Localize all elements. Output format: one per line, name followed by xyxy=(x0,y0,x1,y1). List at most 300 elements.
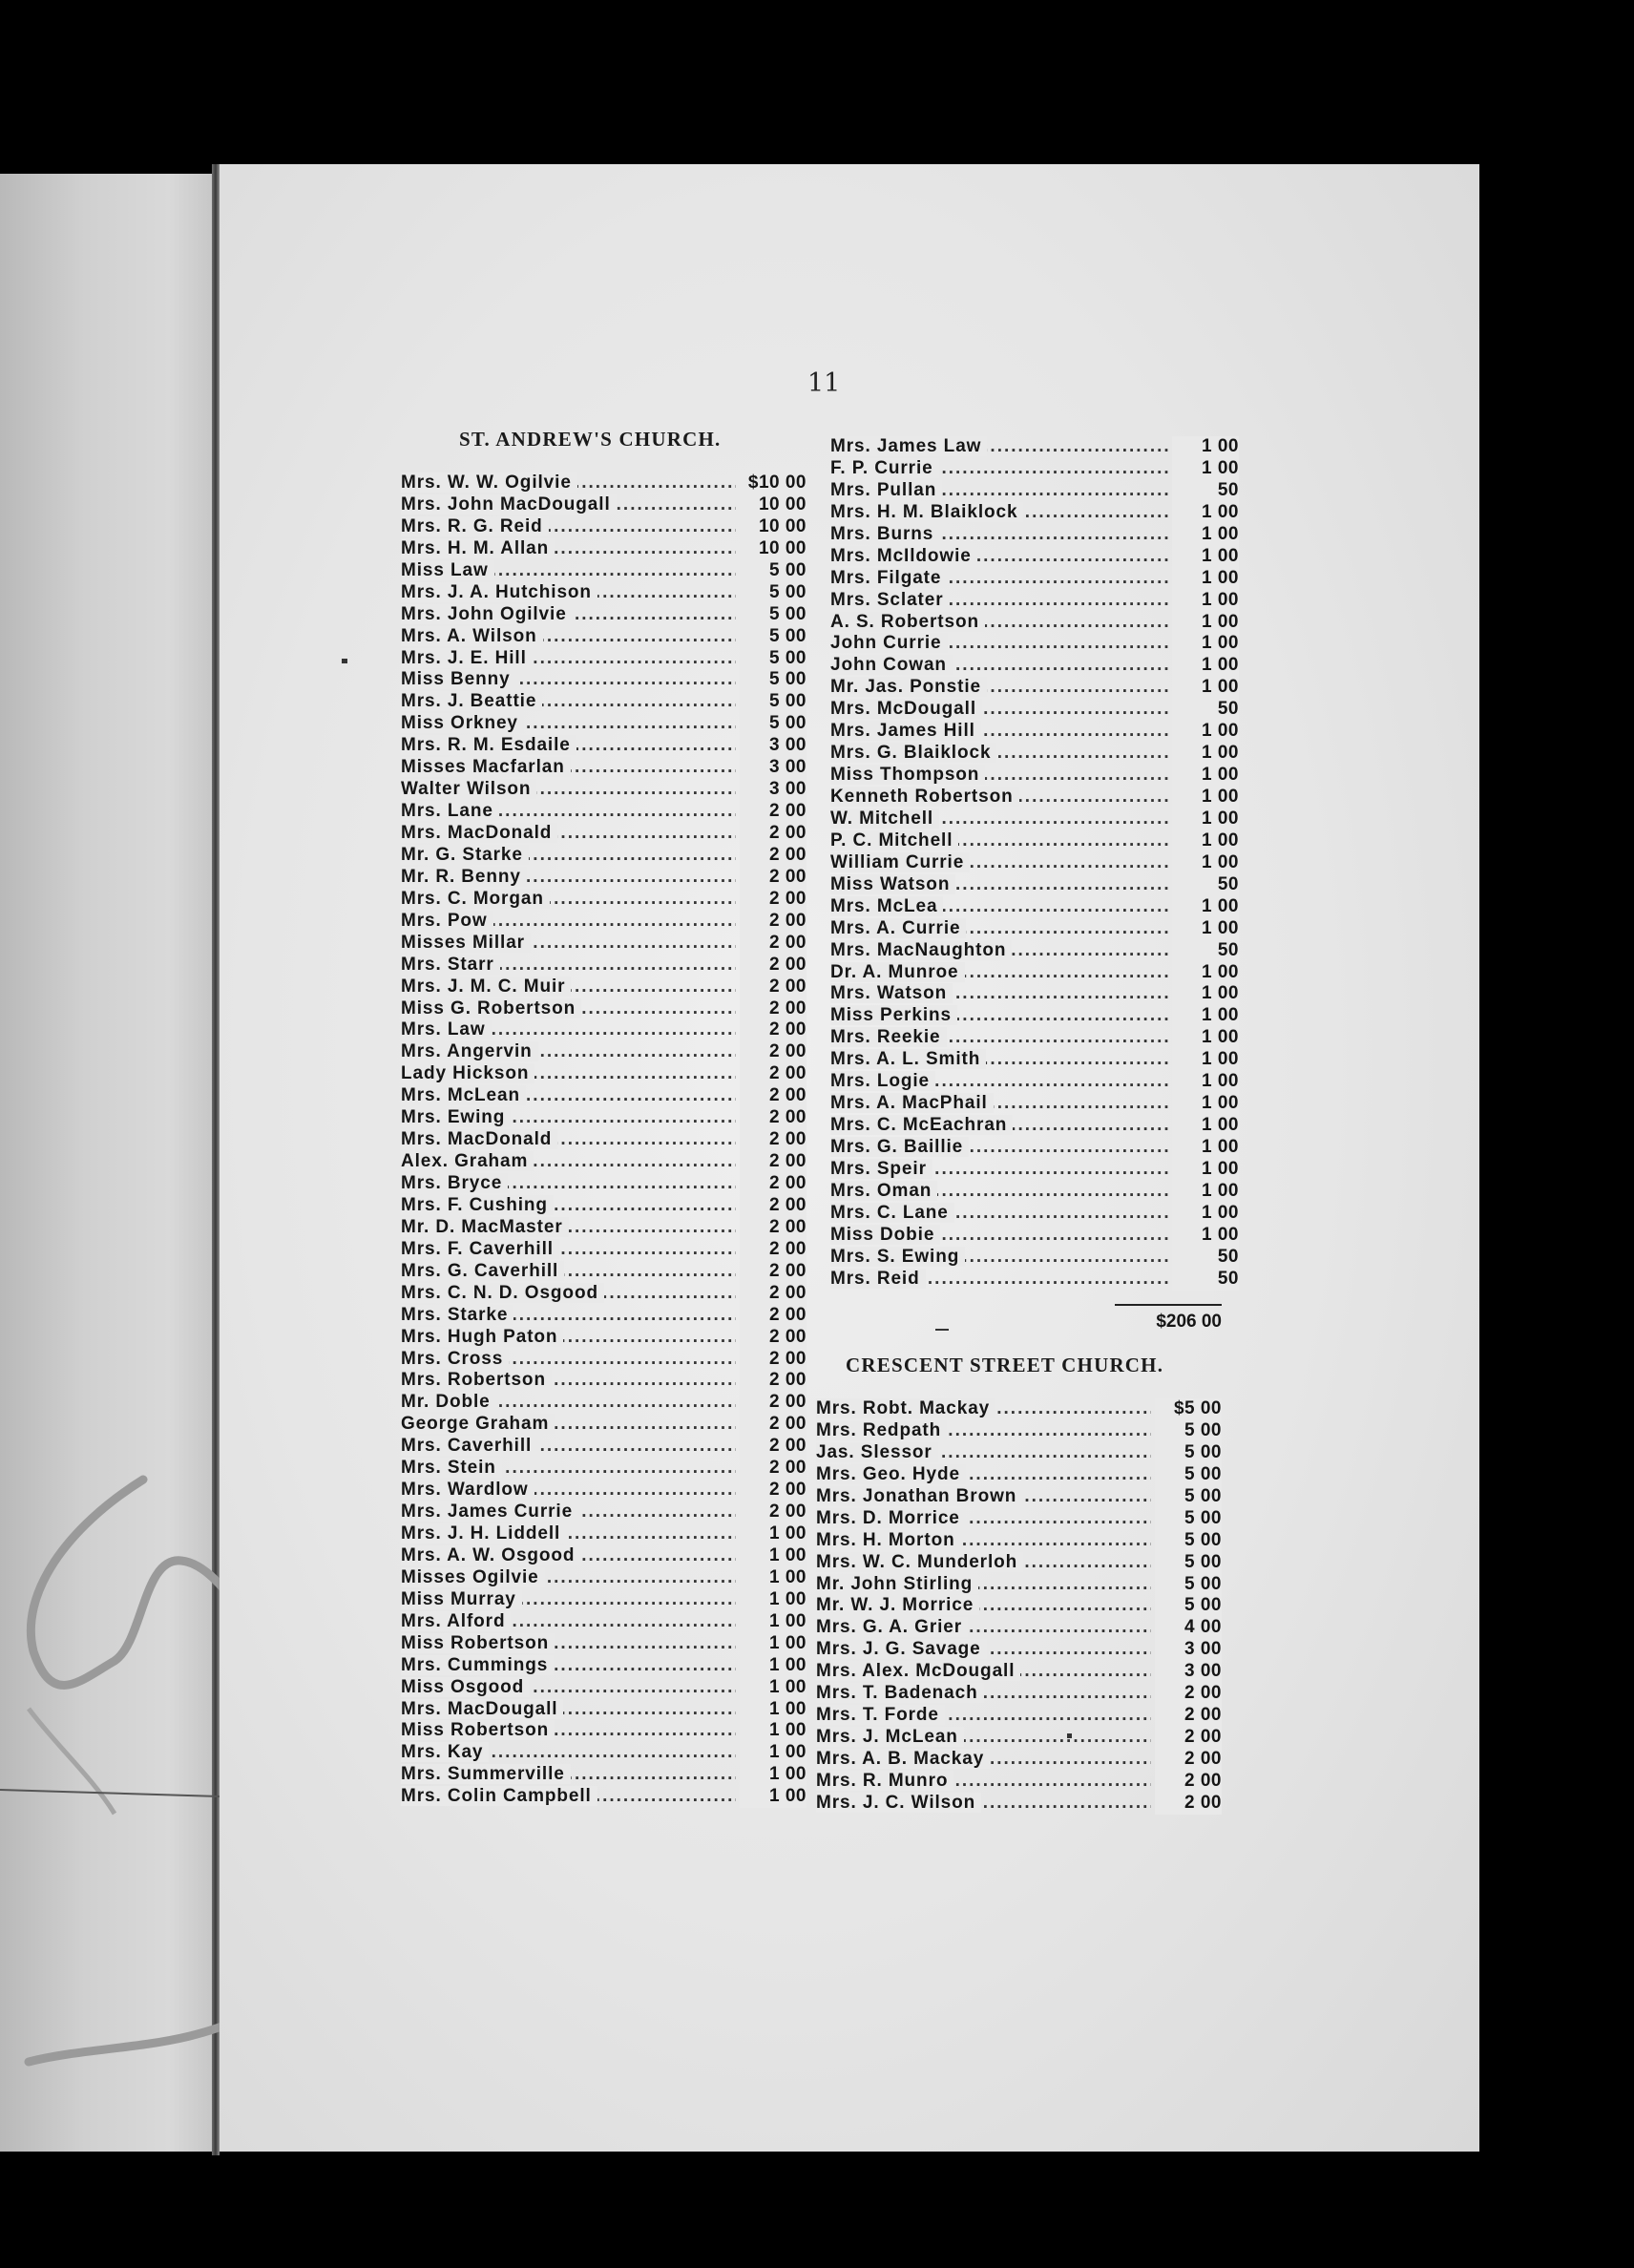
list-item xyxy=(401,1567,807,1589)
donation-amount: 1 00 xyxy=(740,1699,807,1721)
donor-name: Mrs. A. W. Osgood xyxy=(401,1545,580,1565)
donation-amount: 2 00 xyxy=(740,845,807,867)
list-item xyxy=(830,765,1239,787)
donor-name: Mrs. F. Cushing xyxy=(401,1195,554,1215)
donor-name: Mrs. G. Blaiklock xyxy=(830,743,996,763)
donation-amount: 1 00 xyxy=(1172,568,1239,590)
donor-name: Mr. Jas. Ponstie xyxy=(830,677,987,697)
list-item xyxy=(401,1085,807,1107)
list-item xyxy=(816,1617,1222,1639)
donation-amount: 1 00 xyxy=(1172,1203,1239,1225)
list-item xyxy=(401,933,807,955)
donor-name: Mrs. Pow xyxy=(401,911,493,931)
donor-name: Mrs. W. C. Munderloh xyxy=(816,1552,1023,1572)
donation-amount: 2 00 xyxy=(740,1327,807,1349)
donation-amount: 5 00 xyxy=(1155,1508,1222,1530)
donor-name: Miss Orkney xyxy=(401,713,524,733)
donation-amount: 5 00 xyxy=(740,713,807,735)
donation-amount: 2 00 xyxy=(740,1283,807,1305)
donor-name: Mrs. MacNaughton xyxy=(830,940,1012,960)
donation-amount: 1 00 xyxy=(1172,896,1239,918)
list-item xyxy=(401,1283,807,1305)
list-item xyxy=(401,494,807,516)
donation-amount: 5 00 xyxy=(740,582,807,604)
donation-amount: 1 00 xyxy=(1172,808,1239,830)
donation-amount: 3 00 xyxy=(740,735,807,757)
donor-name: Mrs. Ewing xyxy=(401,1107,511,1127)
list-item xyxy=(816,1442,1222,1464)
list-item xyxy=(830,1159,1239,1181)
donation-amount: 1 00 xyxy=(740,1611,807,1633)
donor-name: Mrs. F. Caverhill xyxy=(401,1239,559,1259)
donation-amount: 1 00 xyxy=(740,1764,807,1786)
donation-amount: 1 00 xyxy=(1172,677,1239,699)
donor-name: Miss Osgood xyxy=(401,1677,530,1697)
list-item xyxy=(401,1523,807,1545)
donation-amount: 2 00 xyxy=(1155,1749,1222,1771)
donor-name: Mrs. C. Lane xyxy=(830,1203,954,1223)
list-item xyxy=(401,1392,807,1414)
donation-amount: 5 00 xyxy=(1155,1574,1222,1596)
donation-amount: 1 00 xyxy=(740,1655,807,1677)
donation-amount: 1 00 xyxy=(1172,918,1239,940)
donor-name: Mrs. Summerville xyxy=(401,1764,571,1784)
donation-amount: 50 xyxy=(1172,874,1239,896)
donation-amount: 5 00 xyxy=(740,560,807,582)
donation-amount: 50 xyxy=(1172,940,1239,962)
donor-name: George Graham xyxy=(401,1414,555,1434)
donor-name: Mrs. Starke xyxy=(401,1305,513,1325)
donation-amount: 2 00 xyxy=(740,1370,807,1392)
donor-name: Mr. R. Benny xyxy=(401,867,527,887)
donation-amount: 2 00 xyxy=(740,1458,807,1480)
donation-amount: 2 00 xyxy=(740,1480,807,1502)
donation-amount: 4 00 xyxy=(1155,1617,1222,1639)
donor-name: Mrs. Filgate xyxy=(830,568,947,588)
donation-amount: 2 00 xyxy=(740,1305,807,1327)
donor-name: Mr. D. MacMaster xyxy=(401,1217,569,1237)
donor-name: Mrs. J. G. Savage xyxy=(816,1639,987,1659)
donor-name: Mrs. J. H. Liddell xyxy=(401,1523,566,1544)
total-rule xyxy=(1115,1304,1222,1306)
list-item xyxy=(401,1611,807,1633)
donation-amount: 2 00 xyxy=(740,955,807,976)
list-item xyxy=(830,655,1239,677)
list-item xyxy=(830,983,1239,1005)
list-item xyxy=(401,976,807,998)
list-item xyxy=(830,1027,1239,1049)
donor-name: Mrs. J. Beattie xyxy=(401,691,542,711)
list-item xyxy=(401,1786,807,1808)
list-item xyxy=(830,458,1239,480)
donation-amount: 2 00 xyxy=(740,1239,807,1261)
donation-amount: 2 00 xyxy=(740,1502,807,1523)
donor-name: Mrs. A. B. Mackay xyxy=(816,1749,990,1769)
donation-amount: 2 00 xyxy=(740,823,807,845)
donation-amount: 3 00 xyxy=(740,779,807,801)
donor-name: Mrs. Redpath xyxy=(816,1420,947,1440)
donation-amount: 1 00 xyxy=(1172,1005,1239,1027)
donation-amount: 5 00 xyxy=(740,648,807,670)
donor-name: Dr. A. Munroe xyxy=(830,962,965,982)
list-item xyxy=(401,538,807,560)
donation-amount: 10 00 xyxy=(740,516,807,538)
donor-name: Mrs. Burns xyxy=(830,524,939,544)
donor-name: Mrs. R. Munro xyxy=(816,1771,953,1791)
list-item xyxy=(401,735,807,757)
donor-name: Mrs. W. W. Ogilvie xyxy=(401,472,577,493)
donor-name: Mrs. Logie xyxy=(830,1071,935,1091)
list-item xyxy=(830,480,1239,502)
donation-amount: 2 00 xyxy=(1155,1705,1222,1727)
list-item xyxy=(401,1414,807,1436)
donation-amount: 1 00 xyxy=(1172,590,1239,612)
donor-name: Mrs. Robt. Mackay xyxy=(816,1398,995,1418)
donation-amount: 3 00 xyxy=(1155,1661,1222,1683)
donor-name: Mrs. T. Forde xyxy=(816,1705,945,1725)
list-item xyxy=(816,1595,1222,1617)
list-item xyxy=(401,1349,807,1371)
donation-amount: 3 00 xyxy=(740,757,807,779)
donor-name: John Currie xyxy=(830,633,948,653)
donor-name: Miss Robertson xyxy=(401,1633,555,1653)
donor-name: Mrs. Lane xyxy=(401,801,499,821)
donor-name: Mrs. Starr xyxy=(401,955,500,975)
donor-name: Misses Macfarlan xyxy=(401,757,571,777)
crescent-street-church-heading: CRESCENT STREET CHURCH. xyxy=(846,1354,1164,1376)
list-item xyxy=(401,691,807,713)
donor-name: Miss G. Robertson xyxy=(401,998,581,1018)
donor-name: Mrs. R. G. Reid xyxy=(401,516,549,536)
list-item xyxy=(401,472,807,494)
donation-amount: 5 00 xyxy=(1155,1464,1222,1486)
donor-name: Mrs. Jonathan Brown xyxy=(816,1486,1022,1506)
donation-amount: 2 00 xyxy=(740,867,807,889)
list-item xyxy=(401,1720,807,1742)
donation-amount: 1 00 xyxy=(1172,633,1239,655)
donor-name: Mrs. Stein xyxy=(401,1458,502,1478)
list-item xyxy=(816,1771,1222,1793)
list-item xyxy=(816,1639,1222,1661)
donation-amount: 2 00 xyxy=(740,1349,807,1371)
donation-amount: 1 00 xyxy=(1172,655,1239,677)
donor-name: Walter Wilson xyxy=(401,779,536,799)
donation-amount: 1 00 xyxy=(1172,524,1239,546)
donation-amount: 2 00 xyxy=(740,1129,807,1151)
donation-amount: 50 xyxy=(1172,480,1239,502)
donation-amount: 1 00 xyxy=(1172,1159,1239,1181)
list-item xyxy=(816,1508,1222,1530)
donor-name: Mrs. Angervin xyxy=(401,1041,538,1061)
donor-name: Mrs. Bryce xyxy=(401,1173,508,1193)
list-item xyxy=(816,1486,1222,1508)
list-item xyxy=(401,1129,807,1151)
donation-amount: 1 00 xyxy=(1172,765,1239,787)
list-item xyxy=(401,1764,807,1786)
donation-amount: 2 00 xyxy=(740,1436,807,1458)
list-item xyxy=(830,874,1239,896)
list-item xyxy=(401,648,807,670)
donation-amount: 2 00 xyxy=(740,933,807,955)
donor-name: Mrs. J. McLean xyxy=(816,1727,964,1747)
donation-amount: 2 00 xyxy=(740,1173,807,1195)
donation-amount: 2 00 xyxy=(740,1414,807,1436)
donation-amount: 10 00 xyxy=(740,494,807,516)
list-item xyxy=(401,1151,807,1173)
list-item xyxy=(830,1071,1239,1093)
page-number: 11 xyxy=(807,368,841,398)
donor-name: Mrs. G. A. Grier xyxy=(816,1617,968,1637)
donor-name: Miss Perkins xyxy=(830,1005,957,1025)
list-item xyxy=(401,1063,807,1085)
list-item xyxy=(401,1239,807,1261)
list-item xyxy=(401,1195,807,1217)
list-item xyxy=(401,1502,807,1523)
donor-name: Mrs. D. Morrice xyxy=(816,1508,966,1528)
donor-name: Mrs. Watson xyxy=(830,983,953,1003)
crescent-street-list xyxy=(816,1398,1222,1815)
donation-amount: 5 00 xyxy=(1155,1595,1222,1617)
list-item xyxy=(816,1464,1222,1486)
donor-name: Mrs. C. N. D. Osgood xyxy=(401,1283,604,1303)
list-item xyxy=(830,1181,1239,1203)
list-item xyxy=(816,1420,1222,1442)
donation-amount: 1 00 xyxy=(740,1567,807,1589)
donor-name: John Cowan xyxy=(830,655,953,675)
list-item xyxy=(830,940,1239,962)
donation-amount: 1 00 xyxy=(1172,1027,1239,1049)
donor-name: Mrs. G. Baillie xyxy=(830,1137,969,1157)
donation-amount: 1 00 xyxy=(1172,458,1239,480)
list-item xyxy=(830,1225,1239,1247)
donor-name: Kenneth Robertson xyxy=(830,787,1019,807)
list-item xyxy=(401,1107,807,1129)
donor-name: Mrs. A. MacPhail xyxy=(830,1093,994,1113)
donor-name: Mrs. Hugh Paton xyxy=(401,1327,563,1347)
list-item xyxy=(401,582,807,604)
donation-amount: 2 00 xyxy=(1155,1727,1222,1749)
list-item xyxy=(401,604,807,626)
donor-name: Miss Benny xyxy=(401,669,516,689)
donation-amount: 1 00 xyxy=(1172,787,1239,808)
donation-amount: 1 00 xyxy=(1172,612,1239,634)
list-item xyxy=(830,502,1239,524)
donor-name: Mrs. Sclater xyxy=(830,590,950,610)
donor-name: Mrs. McDougall xyxy=(830,699,982,719)
list-item xyxy=(830,743,1239,765)
donor-name: Mrs. A. Wilson xyxy=(401,626,543,646)
donor-name: Mrs. Kay xyxy=(401,1742,489,1762)
list-item xyxy=(830,808,1239,830)
list-item xyxy=(830,962,1239,984)
donor-name: Mrs. T. Badenach xyxy=(816,1683,984,1703)
donation-amount: 2 00 xyxy=(740,1217,807,1239)
donation-amount: 2 00 xyxy=(1155,1683,1222,1705)
donation-amount: 2 00 xyxy=(740,911,807,933)
donation-amount: 5 00 xyxy=(1155,1486,1222,1508)
list-item xyxy=(816,1683,1222,1705)
donor-name: Mrs. Alford xyxy=(401,1611,511,1631)
donation-amount: 1 00 xyxy=(1172,546,1239,568)
donor-name: Mrs. Geo. Hyde xyxy=(816,1464,966,1484)
list-item xyxy=(401,1217,807,1239)
donor-name: Mrs. S. Ewing xyxy=(830,1247,965,1267)
st-andrews-church-heading: ST. ANDREW'S CHURCH. xyxy=(459,428,722,451)
donor-name: Mrs. Pullan xyxy=(830,480,942,500)
donation-amount: 50 xyxy=(1172,1247,1239,1269)
list-item xyxy=(830,721,1239,743)
donation-amount: $10 00 xyxy=(740,472,807,494)
donation-amount: 1 00 xyxy=(1172,743,1239,765)
donation-amount: $5 00 xyxy=(1155,1398,1222,1420)
donor-name: Mrs. James Currie xyxy=(401,1502,578,1522)
donation-amount: 2 00 xyxy=(740,1151,807,1173)
donor-name: A. S. Robertson xyxy=(830,612,985,632)
donation-amount: 5 00 xyxy=(1155,1442,1222,1464)
donor-name: Mrs. H. M. Allan xyxy=(401,538,555,558)
list-item xyxy=(830,612,1239,634)
donor-name: Mr. W. J. Morrice xyxy=(816,1595,979,1615)
donor-name: Jas. Slessor xyxy=(816,1442,938,1462)
list-item xyxy=(401,1589,807,1611)
donor-name: Mrs. McIldowie xyxy=(830,546,977,566)
donation-amount: 1 00 xyxy=(740,1523,807,1545)
donation-amount: 1 00 xyxy=(1172,1225,1239,1247)
ink-speck xyxy=(342,659,347,663)
donor-name: Mrs. McLea xyxy=(830,896,943,916)
donor-name: Mrs. McLean xyxy=(401,1085,526,1105)
list-item xyxy=(816,1552,1222,1574)
donation-amount: 5 00 xyxy=(740,669,807,691)
list-item xyxy=(401,757,807,779)
list-item xyxy=(401,801,807,823)
donor-name: Mrs. A. L. Smith xyxy=(830,1049,986,1069)
donor-name: Mrs. John MacDougall xyxy=(401,494,617,514)
list-item xyxy=(401,911,807,933)
donation-amount: 2 00 xyxy=(740,1063,807,1085)
list-item xyxy=(401,1305,807,1327)
list-item xyxy=(401,626,807,648)
donor-name: Mrs. Cross xyxy=(401,1349,509,1369)
donor-name: Mrs. Oman xyxy=(830,1181,937,1201)
list-item xyxy=(830,436,1239,458)
donation-amount: 10 00 xyxy=(740,538,807,560)
list-item xyxy=(401,1545,807,1567)
st-andrews-total: $206 00 xyxy=(1156,1312,1222,1332)
donor-name: Mrs. James Law xyxy=(830,436,987,456)
donor-name: Misses Millar xyxy=(401,933,531,953)
list-item xyxy=(816,1661,1222,1683)
donation-amount: 1 00 xyxy=(1172,852,1239,874)
donor-name: Mrs. Reid xyxy=(830,1269,926,1289)
list-item xyxy=(401,713,807,735)
list-item xyxy=(830,896,1239,918)
donor-name: Mrs. MacDougall xyxy=(401,1699,563,1719)
donation-amount: 1 00 xyxy=(1172,962,1239,984)
list-item xyxy=(401,1436,807,1458)
donation-amount: 2 00 xyxy=(740,1261,807,1283)
donor-name: Mrs. C. Morgan xyxy=(401,889,550,909)
list-item xyxy=(401,845,807,867)
list-item xyxy=(830,787,1239,808)
donor-name: Mrs. A. Currie xyxy=(830,918,966,938)
donation-amount: 2 00 xyxy=(740,1019,807,1041)
donation-amount: 5 00 xyxy=(740,626,807,648)
donation-amount: 1 00 xyxy=(740,1545,807,1567)
donor-name: Mrs. Wardlow xyxy=(401,1480,534,1500)
donation-amount: 2 00 xyxy=(740,889,807,911)
list-item xyxy=(401,1327,807,1349)
list-item xyxy=(401,1633,807,1655)
donation-amount: 1 00 xyxy=(1172,721,1239,743)
donor-name: Mrs. Reekie xyxy=(830,1027,947,1047)
donation-amount: 1 00 xyxy=(1172,1049,1239,1071)
donor-name: F. P. Currie xyxy=(830,458,939,478)
donation-amount: 5 00 xyxy=(740,691,807,713)
donation-amount: 1 00 xyxy=(1172,1093,1239,1115)
donation-amount: 1 00 xyxy=(1172,1137,1239,1159)
list-item xyxy=(401,955,807,976)
donor-name: Mrs. H. Morton xyxy=(816,1530,961,1550)
donor-name: Mrs. Robertson xyxy=(401,1370,552,1390)
donation-amount: 2 00 xyxy=(740,976,807,998)
donation-amount: 1 00 xyxy=(1172,1071,1239,1093)
list-item xyxy=(816,1398,1222,1420)
donation-amount: 5 00 xyxy=(1155,1552,1222,1574)
donation-amount: 2 00 xyxy=(1155,1771,1222,1793)
donation-amount: 50 xyxy=(1172,1269,1239,1291)
donation-amount: 1 00 xyxy=(1172,983,1239,1005)
donor-name: Mrs. MacDonald xyxy=(401,823,557,843)
donor-name: Mrs. H. M. Blaiklock xyxy=(830,502,1023,522)
donor-name: Miss Robertson xyxy=(401,1720,555,1740)
list-item xyxy=(401,1041,807,1063)
list-item xyxy=(830,918,1239,940)
donation-amount: 1 00 xyxy=(740,1742,807,1764)
donor-name: Mrs. J. M. C. Muir xyxy=(401,976,571,997)
list-item xyxy=(401,998,807,1020)
donor-name: W. Mitchell xyxy=(830,808,939,829)
list-item xyxy=(830,1269,1239,1291)
list-item xyxy=(830,546,1239,568)
list-item xyxy=(816,1705,1222,1727)
donation-amount: 1 00 xyxy=(1172,1115,1239,1137)
list-item xyxy=(401,669,807,691)
donation-amount: 50 xyxy=(1172,699,1239,721)
ink-dash xyxy=(935,1329,949,1331)
donation-amount: 1 00 xyxy=(740,1677,807,1699)
list-item xyxy=(401,1261,807,1283)
list-item xyxy=(830,1247,1239,1269)
donation-amount: 2 00 xyxy=(740,1085,807,1107)
donor-name: P. C. Mitchell xyxy=(830,830,958,850)
donation-amount: 3 00 xyxy=(1155,1639,1222,1661)
list-item xyxy=(830,1049,1239,1071)
list-item xyxy=(830,830,1239,852)
st-andrews-list xyxy=(401,472,807,1808)
donation-amount: 1 00 xyxy=(1172,436,1239,458)
donation-amount: 5 00 xyxy=(1155,1420,1222,1442)
list-item xyxy=(401,1699,807,1721)
list-item xyxy=(830,1115,1239,1137)
list-item xyxy=(816,1749,1222,1771)
list-item xyxy=(401,1173,807,1195)
donation-amount: 5 00 xyxy=(1155,1530,1222,1552)
donor-name: Mrs. G. Caverhill xyxy=(401,1261,564,1281)
list-item xyxy=(401,1370,807,1392)
donation-amount: 1 00 xyxy=(740,1786,807,1808)
donor-name: Mrs. Law xyxy=(401,1019,492,1040)
